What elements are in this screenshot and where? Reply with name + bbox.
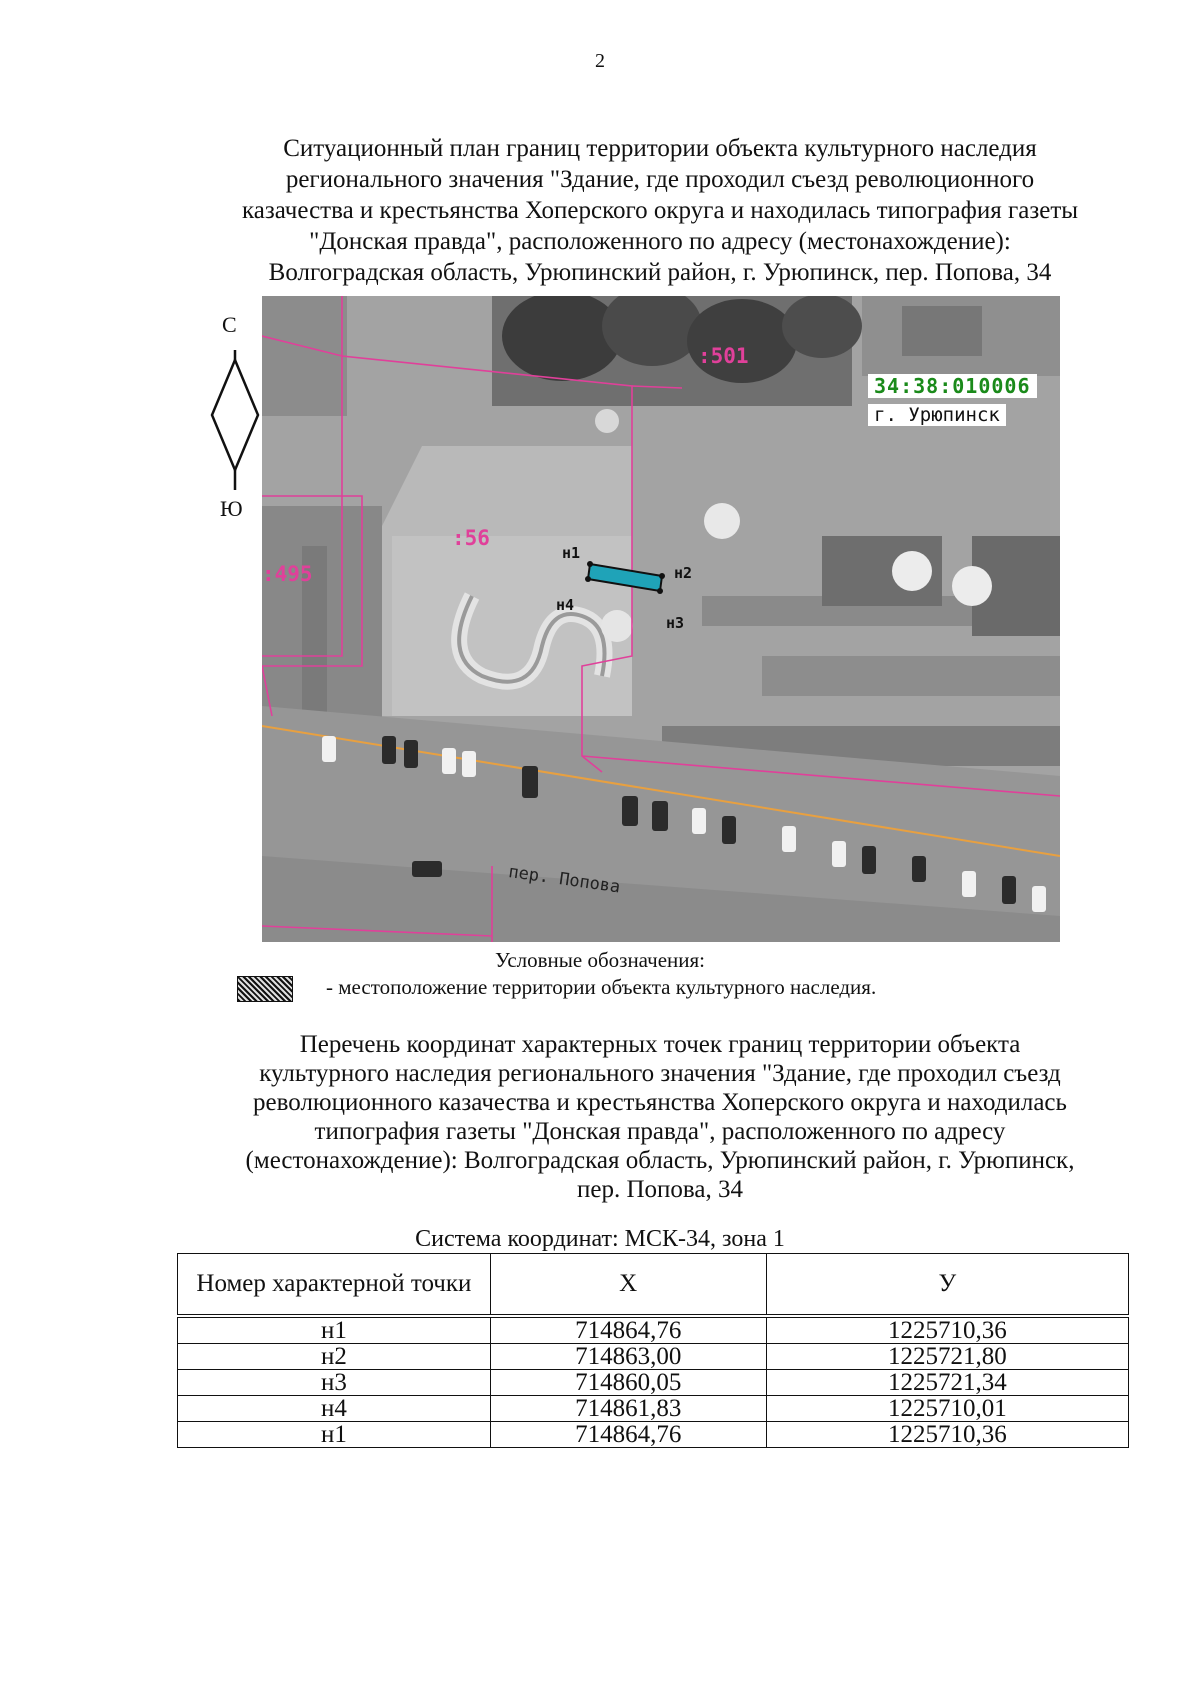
coordinates-table [177, 1253, 1129, 1448]
cell-y: 1225710,01 [766, 1396, 1128, 1422]
table-row [178, 1344, 1129, 1370]
hatched-legend-icon [237, 976, 293, 1002]
compass-north-label: С [222, 312, 237, 337]
parcel-label: :56 [452, 526, 490, 550]
page-number: 2 [595, 50, 605, 72]
table-row [178, 1316, 1129, 1344]
cell-x: 714864,76 [490, 1316, 766, 1344]
boundary-point-label: н2 [674, 564, 693, 582]
boundary-point-label: н4 [556, 596, 575, 614]
compass-south-label: Ю [220, 496, 243, 521]
plan-title-line: Волгоградская область, Урюпинский район, г. Урюпинск, пер. Попова, 34 [268, 259, 1052, 286]
cell-point: н3 [178, 1370, 491, 1396]
cell-point: н1 [178, 1316, 491, 1344]
legend-title: Условные обозначения: [494, 948, 706, 972]
cadastral-quarter-label: 34:38:010006 [868, 374, 1037, 398]
boundary-point-label: н3 [666, 614, 685, 632]
coordinate-system-label: Система координат: МСК-34, зона 1 [415, 1226, 785, 1252]
cell-x: 714864,76 [490, 1422, 766, 1448]
table-header-row [178, 1254, 1129, 1317]
coordinate-list-heading [140, 1030, 1180, 1204]
coordinate-list-heading-line: культурного наследия регионального значения "Здание, где проходил съезд [259, 1060, 1061, 1087]
cell-y: 1225721,80 [766, 1344, 1128, 1370]
table-row [178, 1396, 1129, 1422]
plan-title-line: регионального значения "Здание, где проходил съезд революционного [285, 166, 1035, 193]
cell-point: н4 [178, 1396, 491, 1422]
plan-title-line: "Донская правда", расположенного по адресу (местонахождение): [309, 228, 1011, 255]
cell-point: н1 [178, 1422, 491, 1448]
table-row [178, 1422, 1129, 1448]
coordinate-list-heading-line: революционного казачества и крестьянства Хоперского округа и находилась [253, 1089, 1067, 1116]
cell-x: 714861,83 [490, 1396, 766, 1422]
legend-item-text: - местоположение территории объекта культурного наследия. [326, 975, 877, 999]
plan-title-line: Ситуационный план границ территории объекта культурного наследия [283, 135, 1037, 162]
coordinate-list-heading-line: (местонахождение): Волгоградская область, Урюпинский район, г. Урюпинск, [245, 1147, 1075, 1174]
parcel-label: :495 [262, 562, 313, 586]
cell-point: н2 [178, 1344, 491, 1370]
coordinate-list-heading-line: пер. Попова, 34 [577, 1176, 743, 1203]
header-x: Х [490, 1254, 766, 1317]
cell-y: 1225710,36 [766, 1316, 1128, 1344]
header-point-number: Номер характерной точки [178, 1254, 491, 1317]
city-label: г. Урюпинск [868, 404, 1006, 426]
boundary-point-label: н1 [562, 544, 581, 562]
parcel-label: :501 [698, 344, 749, 368]
cell-y: 1225710,36 [766, 1422, 1128, 1448]
header-y: У [766, 1254, 1128, 1317]
plan-title-line: казачества и крестьянства Хоперского округа и находилась типография газеты [241, 197, 1079, 224]
table-row [178, 1370, 1129, 1396]
cell-x: 714860,05 [490, 1370, 766, 1396]
coordinate-list-heading-line: Перечень координат характерных точек границ территории объекта [299, 1031, 1021, 1058]
cell-y: 1225721,34 [766, 1370, 1128, 1396]
cell-x: 714863,00 [490, 1344, 766, 1370]
coordinate-list-heading-line: типография газеты "Донская правда", расположенного по адресу [314, 1118, 1006, 1145]
situation-map [262, 296, 1060, 942]
plan-title [140, 133, 1180, 288]
street-label: пер. Попова [507, 862, 622, 898]
north-arrow-icon [200, 310, 270, 520]
